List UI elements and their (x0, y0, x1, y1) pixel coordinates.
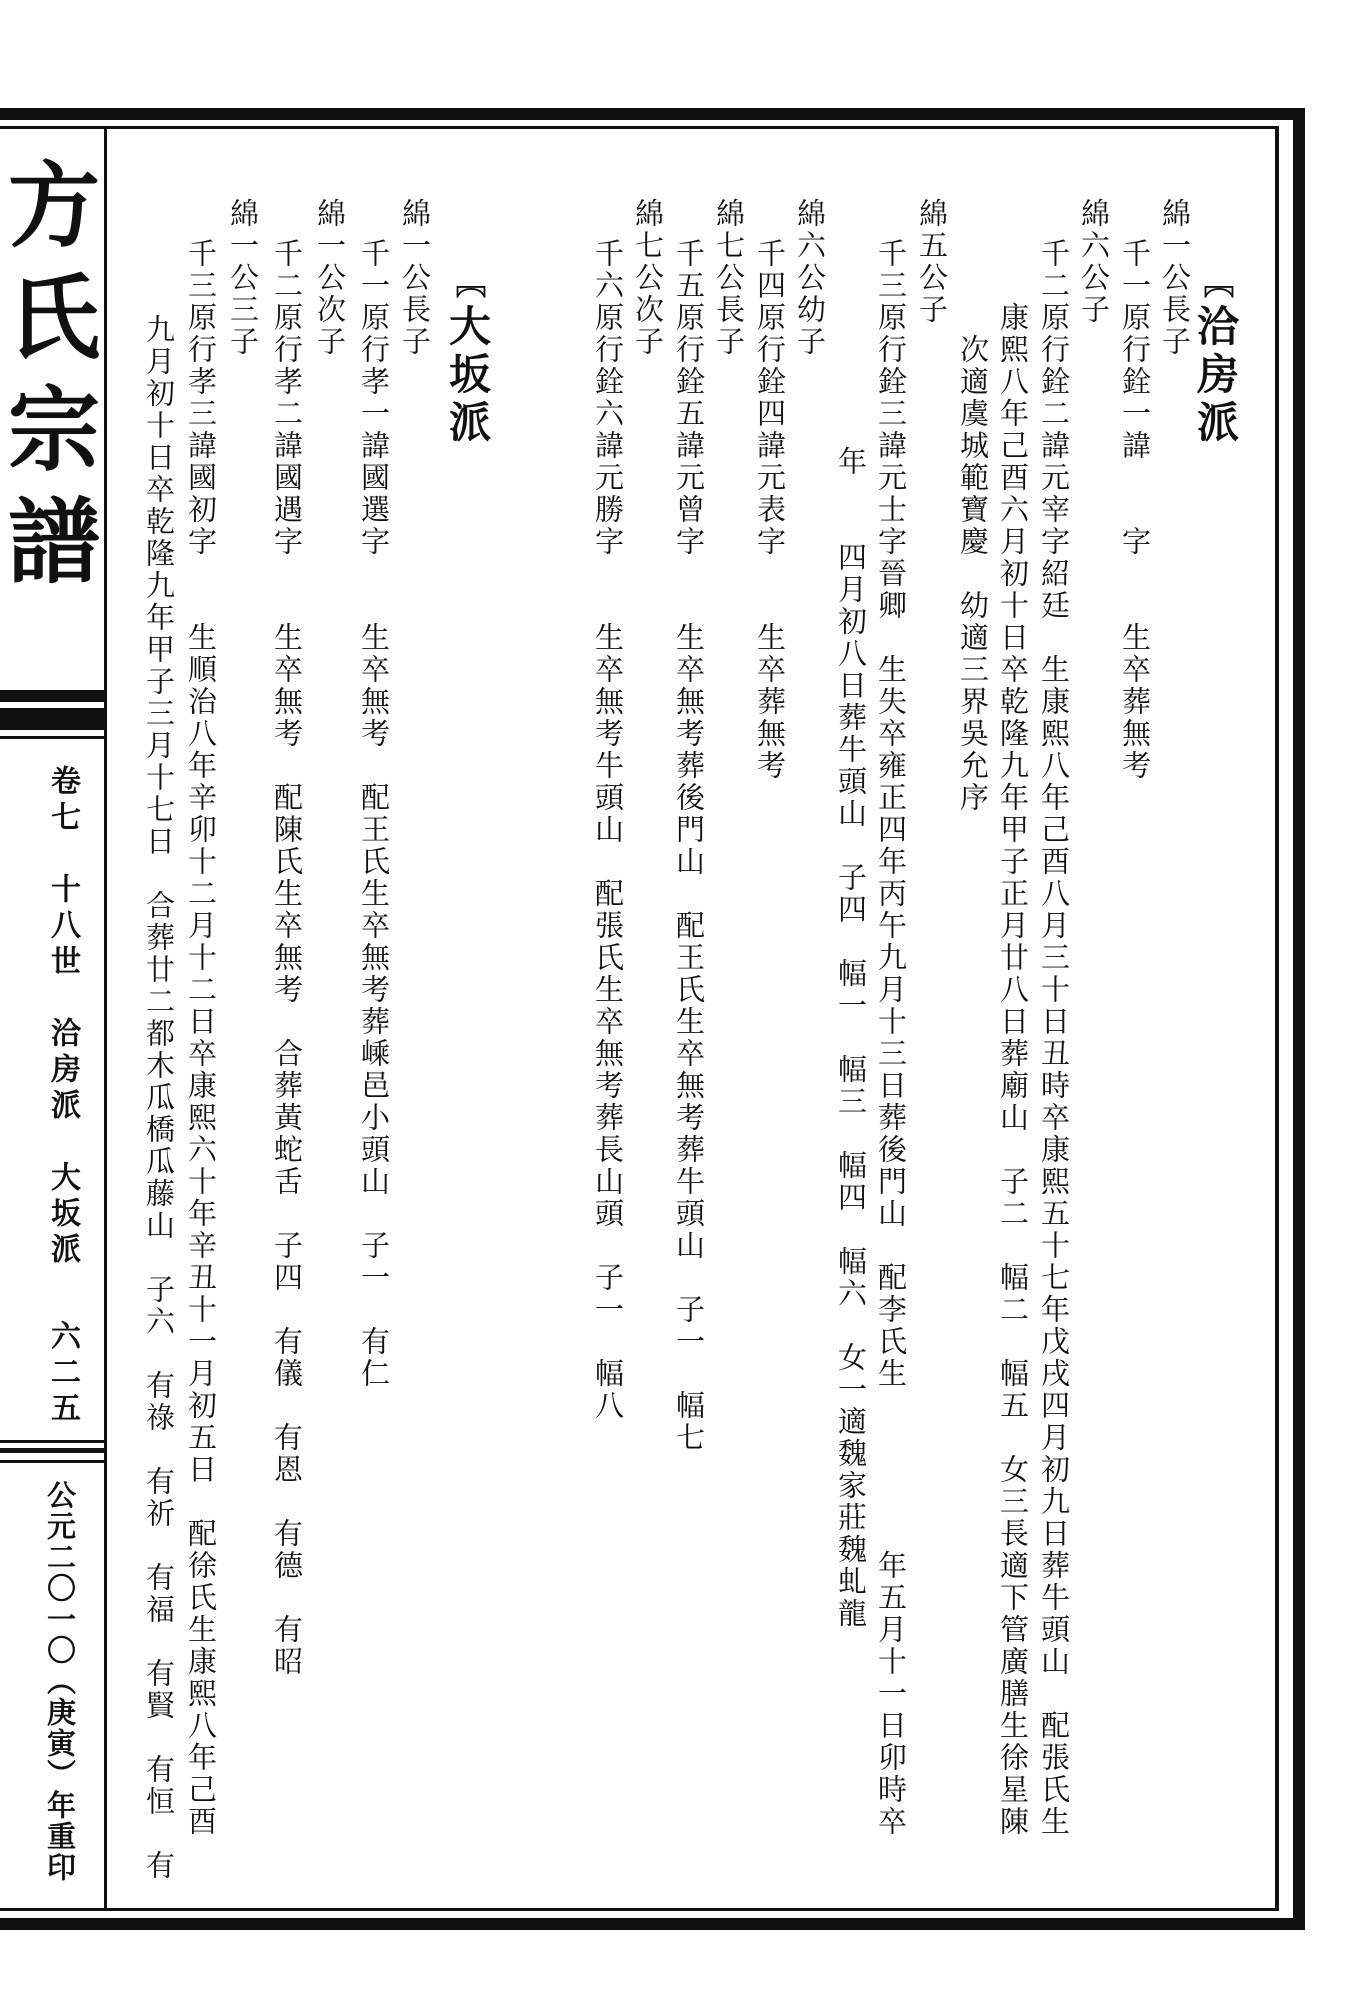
section-heading-text: 洽房派 (1191, 304, 1240, 448)
frame-right-inner-border (1275, 126, 1279, 1911)
margin-fishtail-top (0, 708, 104, 730)
genealogy-column: 千四原行銓四諱元表字 生卒葬無考 (753, 238, 787, 782)
section-mark-icon: 〖 (1198, 268, 1233, 304)
frame-top-inner-border (0, 126, 1279, 129)
genealogy-column: 綿六公幼子 (793, 198, 827, 358)
genealogy-column: 綿一公長子 (1158, 198, 1192, 358)
genealogy-column: 九月初十日卒乾隆九年甲子三月十七日 合葬廿二都木瓜橋瓜藤山 子六 有祿 有祈 有福 有賢 有恒 有 (142, 282, 176, 1882)
frame-right-border (1293, 108, 1305, 1930)
volume-label: 卷七 十八世 洽房派 大坂派 (45, 765, 80, 1269)
page-number: 六二五 (45, 1320, 80, 1428)
section-heading-dabanpai (443, 268, 492, 448)
genealogy-column: 千二原行孝二諱國遇字 生卒無考 配陳氏生卒無考 合葬黃蛇舌 子四 有儀 有恩 有德 有昭 (270, 238, 304, 1678)
genealogy-column: 次適虞城範寶慶 幼適三界吳允序 (956, 270, 990, 814)
book-title (8, 150, 101, 598)
genealogy-column: 康熙八年己酉六月初十日卒乾隆九年甲子正月廿八日葬廟山 子二 幅二 幅五 女三長適下管廣膳生徐星陳 (996, 270, 1030, 1838)
genealogy-column: 千三原行孝三諱國初字 生順治八年辛卯十二月十二日卒康熙六十年辛丑十一月初五日 配徐氏生康熙八年己酉 (184, 238, 218, 1838)
book-title-char: 宗 (8, 376, 101, 484)
section-heading-text: 大坂派 (443, 304, 492, 448)
frame-top-border (0, 108, 1305, 120)
genealogy-column: 綿一公次子 (313, 198, 347, 358)
margin-fishtail-bottom (0, 1448, 104, 1453)
genealogy-column: 千一原行孝一諱國選字 生卒無考 配王氏生卒無考葬嵊邑小頭山 子一 有仁 (357, 238, 391, 1390)
book-title-char: 方 (8, 152, 101, 260)
genealogy-column: 千二原行銓二諱元宰字紹廷 生康熙八年己酉八月三十日丑時卒康熙五十七年戊戌四月初九日葬牛頭山 配張氏生 (1037, 238, 1071, 1838)
genealogy-column: 綿七公長子 (712, 198, 746, 358)
genealogy-column: 綿六公子 (1077, 198, 1111, 326)
section-mark-icon: 〖 (450, 268, 485, 304)
margin-bar-top (0, 690, 104, 702)
genealogy-column: 綿五公子 (915, 198, 949, 326)
genealogy-column: 綿一公長子 (398, 198, 432, 358)
book-title-char: 氏 (8, 264, 101, 372)
frame-bottom-border (0, 1918, 1305, 1930)
genealogy-column: 千五原行銓五諱元曾字 生卒無考葬後門山 配王氏生卒無考葬牛頭山 子一 幅七 (672, 238, 706, 1454)
genealogy-column: 千六原行銓六諱元勝字 生卒無考牛頭山 配張氏生卒無考葬長山頭 子一 幅八 (591, 238, 625, 1422)
genealogy-column: 千一原行銓一諱 字 生卒葬無考 (1118, 238, 1152, 782)
margin-rule (0, 736, 104, 739)
margin-rule (0, 1440, 104, 1443)
margin-divider (104, 126, 107, 1911)
genealogy-column: 年 四月初八日葬牛頭山 子四 幅一 幅三 幅四 幅六 女一適魏家莊魏虬龍 (834, 382, 868, 1630)
genealogy-column: 綿一公三子 (226, 198, 260, 358)
margin-rule (0, 1460, 104, 1463)
section-heading-qiafang (1191, 268, 1240, 448)
genealogy-column: 綿七公次子 (631, 198, 665, 358)
frame-bottom-inner-border (0, 1908, 1279, 1911)
genealogy-column: 千三原行銓三諱元士字晉卿 生失卒雍正四年丙午九月十三日葬後門山 配李氏生 年五月十一日卯時卒 (874, 238, 908, 1838)
reprint-note: 公元二〇一〇（庚寅）年重印 (43, 1480, 77, 1883)
book-title-char: 譜 (8, 488, 101, 596)
